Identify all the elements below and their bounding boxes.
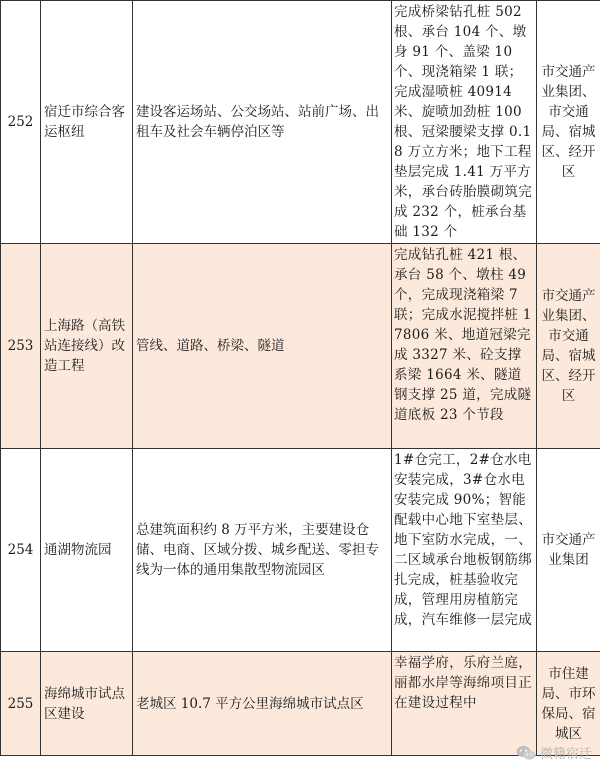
responsible-unit: 市交通产业集团、市交通局、宿城区、经开区 <box>537 244 600 449</box>
responsible-unit: 市住建局、市环保局、宿城区 <box>537 652 600 756</box>
project-content: 建设客运场站、公交场站、站前广场、出租车及社会车辆停泊区等 <box>133 1 392 244</box>
row-number: 253 <box>1 244 41 449</box>
project-name: 通湖物流园 <box>41 449 133 652</box>
responsible-unit: 市交通产业集团 <box>537 449 600 652</box>
project-name: 海绵城市试点区建设 <box>41 652 133 756</box>
responsible-unit: 市交通产业集团、市交通局、宿城区、经开区 <box>537 1 600 244</box>
watermark-text: 微籍宿迁 <box>539 747 592 762</box>
table-row <box>1 652 600 756</box>
row-number: 252 <box>1 1 41 244</box>
project-progress: 1#仓完工，2#仓水电安装完成，3#仓水电安装完成 90%；智能配载中心地下室垫层、地下室防水完成，一、二区域承台地板钢筋绑扎完成，桩基验收完成，管理用房植筋完成，汽车维修一层完成 <box>392 449 537 652</box>
table-row <box>1 244 600 449</box>
project-content: 管线、道路、桥梁、隧道 <box>133 244 392 449</box>
project-content: 总建筑面积约 8 万平方米，主要建设仓储、电商、区域分拨、城乡配送、零担专线为一体的通用集散型物流园区 <box>133 449 392 652</box>
project-content: 老城区 10.7 平方公里海绵城市试点区 <box>133 652 392 756</box>
project-progress: 完成钻孔桩 421 根、承台 58 个、墩柱 49 个，完成现浇箱梁 7 联；完成水泥搅拌桩 17806 米、地道冠梁完成 3327 米、砼支撑系梁 1664 米、隧道钢支撑 25 道，完成隧道底板 23 个节段 <box>392 244 537 449</box>
table-row <box>1 1 600 244</box>
project-progress: 完成桥梁钻孔桩 502 根、承台 104 个、墩身 91 个、盖梁 10 个、现浇箱梁 1 联；完成湿喷桩 40914 米、旋喷加劲桩 100 根、冠梁腰梁支撑 0.18 万立方米；地下工程垫层完成 1.41 万平方米，承台砖胎膜砌筑完成 232 个，桩承台基础 132 个 <box>392 1 537 244</box>
row-number: 254 <box>1 449 41 652</box>
project-name: 宿迁市综合客运枢纽 <box>41 1 133 244</box>
row-number: 255 <box>1 652 41 756</box>
project-progress: 幸福学府，乐府兰庭，丽都水岸等海绵项目正在建设过程中 <box>392 652 537 756</box>
project-name: 上海路（高铁站连接线）改造工程 <box>41 244 133 449</box>
table-row <box>1 449 600 652</box>
wechat-icon <box>516 745 536 761</box>
watermark <box>516 743 592 762</box>
